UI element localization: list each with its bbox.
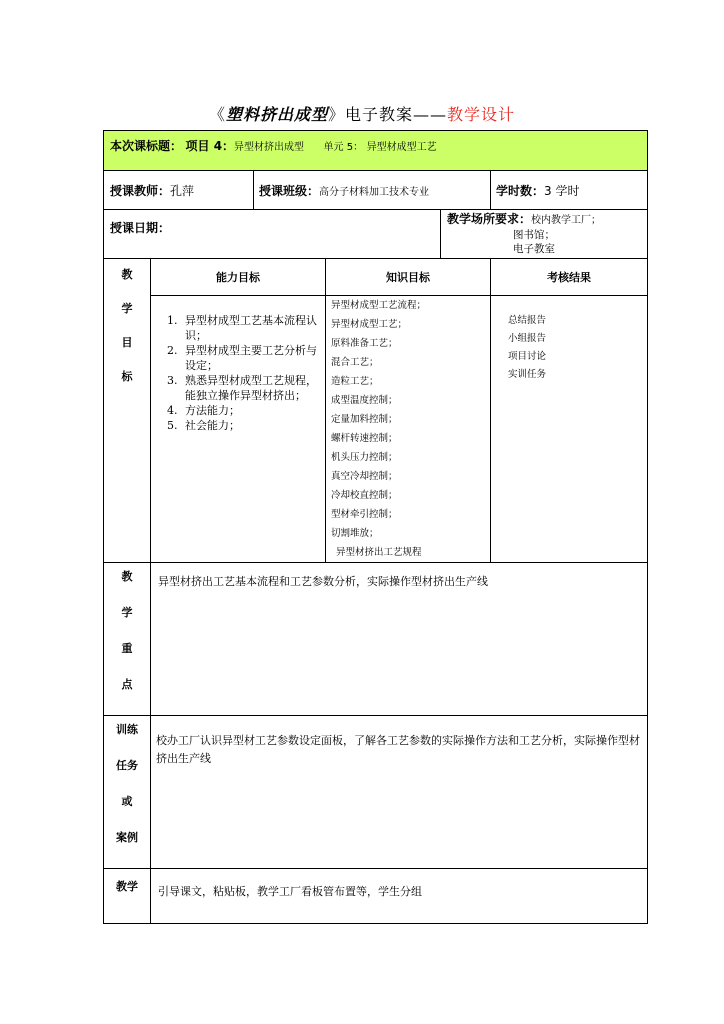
document-title	[0, 102, 724, 125]
place-3: 电子教室	[513, 243, 555, 255]
project-label: 项目 4：	[185, 139, 235, 153]
list-item: 异型材成型工艺流程；	[331, 300, 427, 311]
hours-label: 学时数：	[496, 183, 545, 198]
title-highlight: 教学设计	[447, 105, 516, 124]
list-item: 机头压力控制；	[331, 452, 398, 463]
list-item: 项目讨论	[508, 351, 547, 362]
teacher-cell	[104, 171, 254, 210]
knowledge-list-cell	[326, 296, 491, 563]
assessment-list-cell	[491, 296, 648, 563]
objectives-content-row	[104, 296, 648, 563]
training-text: 校办工厂认识异型材工艺参数设定面板，了解各工艺参数的实际操作方法和工艺分析，实际操作型材挤出生产线	[151, 716, 648, 869]
class-label: 授课班级：	[259, 183, 320, 198]
teacher-label: 授课教师：	[110, 183, 171, 198]
list-item: 4. 方法能力；	[181, 403, 319, 418]
place-1: 校内教学工厂；	[531, 215, 602, 226]
objectives-header-row	[104, 259, 648, 296]
list-item: 3. 熟悉异型材成型工艺规程，能独立操作异型材挤出；	[181, 373, 319, 403]
list-item: 5. 社会能力；	[181, 418, 319, 433]
class-name: 高分子材料加工技术专业	[319, 186, 430, 198]
list-item: 冷却校直控制；	[331, 490, 398, 501]
lesson-plan-table	[103, 130, 648, 924]
training-side-label: 训练 任务 或 案例	[104, 716, 151, 869]
class-cell	[254, 171, 491, 210]
knowledge-col-header: 知识目标	[326, 259, 491, 296]
assessment-col-header: 考核结果	[491, 259, 648, 296]
focus-side-label: 教 学 重 点	[104, 563, 151, 716]
training-row	[104, 716, 648, 869]
ability-list	[155, 313, 319, 433]
info-row	[104, 171, 648, 210]
topic-row	[104, 131, 648, 171]
ability-col-header: 能力目标	[151, 259, 326, 296]
list-item: 螺杆转速控制；	[331, 433, 398, 444]
project-name: 异型材挤出成型	[234, 142, 305, 153]
hours-value: 3 学时	[544, 183, 580, 198]
teaching-side-label: 教学	[104, 869, 151, 924]
focus-text: 异型材挤出工艺基本流程和工艺参数分析，实际操作型材挤出生产线	[151, 563, 648, 716]
ability-list-cell	[151, 296, 326, 563]
objectives-side-label: 教 学 目 标	[104, 259, 151, 563]
unit-name: 异型材成型工艺	[366, 142, 437, 153]
list-item: 真空冷却控制；	[331, 471, 398, 482]
list-item: 定量加料控制；	[331, 414, 398, 425]
date-label: 授课日期：	[110, 221, 171, 235]
list-item: 造粒工艺；	[331, 376, 379, 387]
list-item: 异型材挤出工艺规程	[336, 547, 422, 558]
list-item: 成型温度控制；	[331, 395, 398, 406]
course-name: 塑料挤出成型	[225, 105, 328, 124]
topic-label: 本次课标题：	[110, 139, 183, 153]
teaching-row	[104, 869, 648, 924]
list-item: 型材牵引控制；	[331, 509, 398, 520]
place-label: 教学场所要求：	[447, 212, 532, 226]
focus-row	[104, 563, 648, 716]
date-row	[104, 210, 648, 259]
teaching-text: 引导课文，粘贴板，教学工厂看板管布置等，学生分组	[151, 869, 648, 924]
list-item: 小组报告	[508, 333, 547, 344]
list-item: 2. 异型材成型主要工艺分析与设定；	[181, 343, 319, 373]
hours-cell	[491, 171, 648, 210]
title-quote-open: 《	[208, 105, 226, 124]
list-item: 实训任务	[508, 369, 547, 380]
place-2: 图书馆；	[513, 229, 555, 241]
list-item: 总结报告	[508, 315, 547, 326]
title-quote-close: 》	[327, 105, 345, 124]
list-item: 原料准备工艺；	[331, 338, 398, 349]
topic-cell	[104, 131, 648, 171]
list-item: 1. 异型材成型工艺基本流程认识；	[181, 313, 319, 343]
date-cell	[104, 210, 441, 259]
unit-label: 单元 5：	[323, 142, 364, 153]
list-item: 异型材成型工艺；	[331, 319, 408, 330]
title-doc-type: 电子教案——	[345, 105, 448, 124]
place-cell	[441, 210, 648, 259]
list-item: 切割堆放；	[331, 528, 379, 539]
teacher-name: 孔萍	[170, 183, 195, 198]
list-item: 混合工艺；	[331, 357, 379, 368]
